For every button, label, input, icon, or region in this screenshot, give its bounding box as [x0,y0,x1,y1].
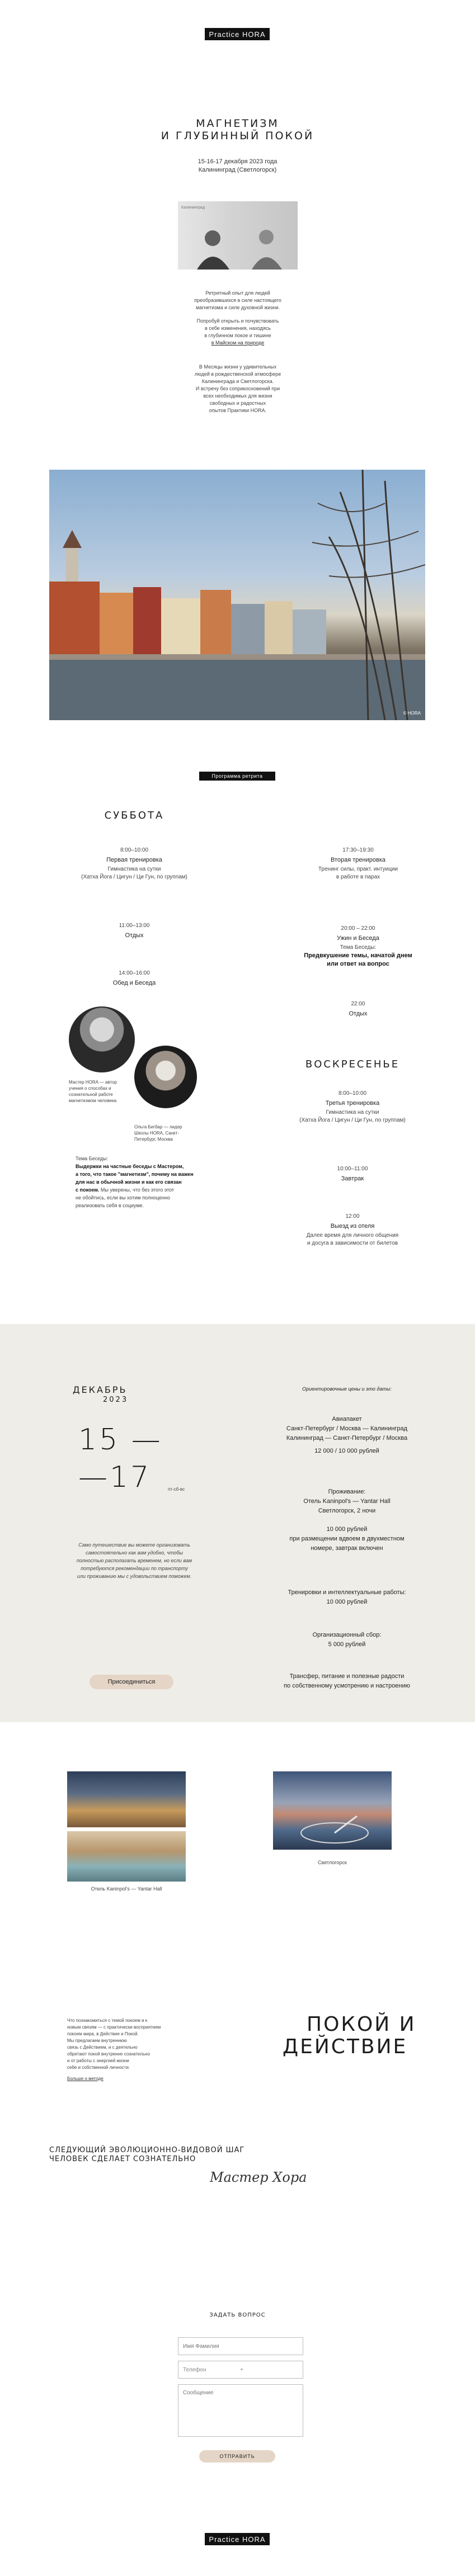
city-photo [49,470,425,720]
olga-photo [134,1046,197,1108]
slogan-line2: ЧЕЛОВЕК СДЕЛАЕТ СОЗНАТЕЛЬНО [49,2155,196,2163]
sundial-icon [273,1771,392,1850]
dates-day-to: —17 [78,1460,152,1494]
city-buildings-icon [49,470,425,720]
price-org: Организационный сбор: 5 000 рублей [312,1632,382,1648]
hero-title-line2: И ГЛУБИННЫЙ ПОКОЙ [161,130,314,142]
intro-paragraph-1: Ретритный опыт для людей преобразившихся в силе настоящего магнетизма и силе духовной жизни. [194,290,281,310]
calm-text: Что познакомиться с темой покоем и к новым связям — с практически восприятием покоем мира, в Действие и Покой. Мы предлагаем внутреннюю связь с Действием, и с деятельно обретают покой внутренне сознательно и от работы с энергией жизни себе и собственной личности. Больше о методе [67,2017,173,2082]
prices-intro: Ориентировочные цены и это даты: [302,1386,392,1392]
hotel-photo-exterior [67,1771,186,1827]
sunday-title: ВОСКРЕСЕНЬЕ [305,1058,400,1070]
sat-slot-2: 11:00–13:00 Отдых [119,923,150,939]
hero-title-line1: МАГНЕТИЗМ [196,117,279,130]
hero-dates: 15-16-17 декабря 2023 года [197,158,278,165]
hero-city: Калининград (Светлогорск) [198,167,277,173]
dates-description: Само путешествие вы можете организовать самостоятельно как вам удобно, чтобы полностью располагать временем, но если вам потребуются рекомендации по транспорту или проживанию мы с удовольствием поможем. [76,1542,192,1579]
svetlogorsk-photo [273,1771,392,1850]
talk-description: Тема Беседы: Выдержки на частные беседы с Мастером, а того, что такое "магнетизм", почему на важен для нас в обычной жизни и как его связан с покоем. Мы уверены, что без этого этот не обойтись, если вы хотим полноценно реализовать себя в социуме. [76,1156,194,1208]
calm-link[interactable]: Больше о методе [67,2076,104,2081]
submit-button[interactable]: ОТПРАВИТЬ [199,2450,275,2462]
dates-day-from: 15 — [78,1423,163,1457]
intro-video-label: Калининград [181,206,205,210]
sun-slot-3: 12:00 Выезд из отеля Далее время для личного общения и досуга в зависимости от билетов [306,1213,399,1246]
master-caption: Мастер HORA — автор учения о способах и сознательной работе магнетизмом человека [69,1080,117,1103]
svetlogorsk-caption: Светлогорск [318,1860,347,1865]
sun-slot-1: 8:00–10:00 Третья тренировка Гимнастика на сутки (Хатха Йога / Цигун / Ци Гун, по группам) [299,1090,406,1123]
price-transfer: Трансфер, питание и полезные радости по собственному усмотрению и настроению [284,1673,410,1689]
footer-logo[interactable]: Practice HORA [205,2533,270,2545]
join-button[interactable]: Присоединиться [90,1675,173,1689]
sat-right-slot-3: 22:00 Отдых [349,1001,368,1017]
price-flight: Авиапакет Санкт-Петербург / Москва — Калининград Калининград — Санкт-Петербург / Москва 12 000 / 10 000 рублей [286,1416,408,1454]
price-stay: Проживание: Отель Kaninpol's — Yantar Hall Светлогорск, 2 ночи 10 000 рублей при размещении вдвоем в двухместном номере, завтрак включен [289,1488,405,1552]
phone-field[interactable] [178,2361,303,2379]
phone-label: Телефон [183,2367,206,2373]
hotel-caption: Отель Kaninpol's — Yantar Hall [91,1886,162,1892]
name-input[interactable] [178,2337,303,2355]
calm-title-line2: ДЕЙСТВИЕ [283,2035,408,2058]
dates-weekday: пт-сб-вс [168,1487,185,1492]
city-photo-caption: © HORA [403,711,421,716]
dates-year: 2023 [103,1396,129,1404]
message-textarea[interactable] [178,2384,303,2437]
sat-right-slot-2: 20:00 – 22:00 Ужин и Беседа Тема Беседы: Предвкушение темы, начатой днем или ответ на вопрос [304,925,412,967]
slogan-line1: СЛЕДУЮЩИЙ ЭВОЛЮЦИОННО-ВИДОВОЙ ШАГ [49,2146,245,2154]
intro-video[interactable] [178,201,298,270]
signature: Мастер Хора [210,2169,307,2185]
hotel-photo-pool [67,1831,186,1882]
olga-caption: Ольга Бигбар — лидер Школы HORA, Санкт- Петербург, Москва [134,1124,182,1142]
master-photo [69,1006,135,1072]
calm-title-line1: ПОКОЙ И [307,2013,416,2036]
intro-video-people-icon [178,201,298,270]
intro-paragraph-3: В Месяцы жизни у удивительных людей в рождественской атмосфере Калининграда и Светлогорска. И встречу без соприкосновений при всех необходимых для жизни свободных и радостных опытов Практики HORA. [194,364,281,413]
intro-paragraph-2: Попробуй открыть и почувствовать в себе изменения, находясь в глубинном покое и тишине в Майском на природе [181,318,294,347]
sat-slot-3: 14:00–16:00 Обед и Беседа [112,970,156,986]
header-logo[interactable]: Practice HORA [205,28,270,40]
program-badge: Программа ретрита [199,772,275,781]
dates-month: ДЕКАБРЬ [73,1384,128,1395]
intro-link[interactable]: в Майском на природе [211,340,265,346]
sat-slot-1: 8:00–10:00 Первая тренировка Гимнастика на сутки (Хатха Йога / Цигун / Ци Гун, по группам) [81,847,187,880]
sat-right-slot-1: 17:30–19:30 Вторая тренировка Тренинг силы, практ. интуиции в работе в парах [318,847,398,880]
form-title: ЗАДАТЬ ВОПРОС [209,2312,266,2318]
saturday-title: СУББОТА [104,810,164,821]
price-training: Тренировки и интеллектуальные работы: 10 000 рублей [288,1589,406,1605]
sun-slot-2: 10:00–11:00 Завтрак [337,1166,368,1182]
phone-plus: + [240,2367,243,2373]
